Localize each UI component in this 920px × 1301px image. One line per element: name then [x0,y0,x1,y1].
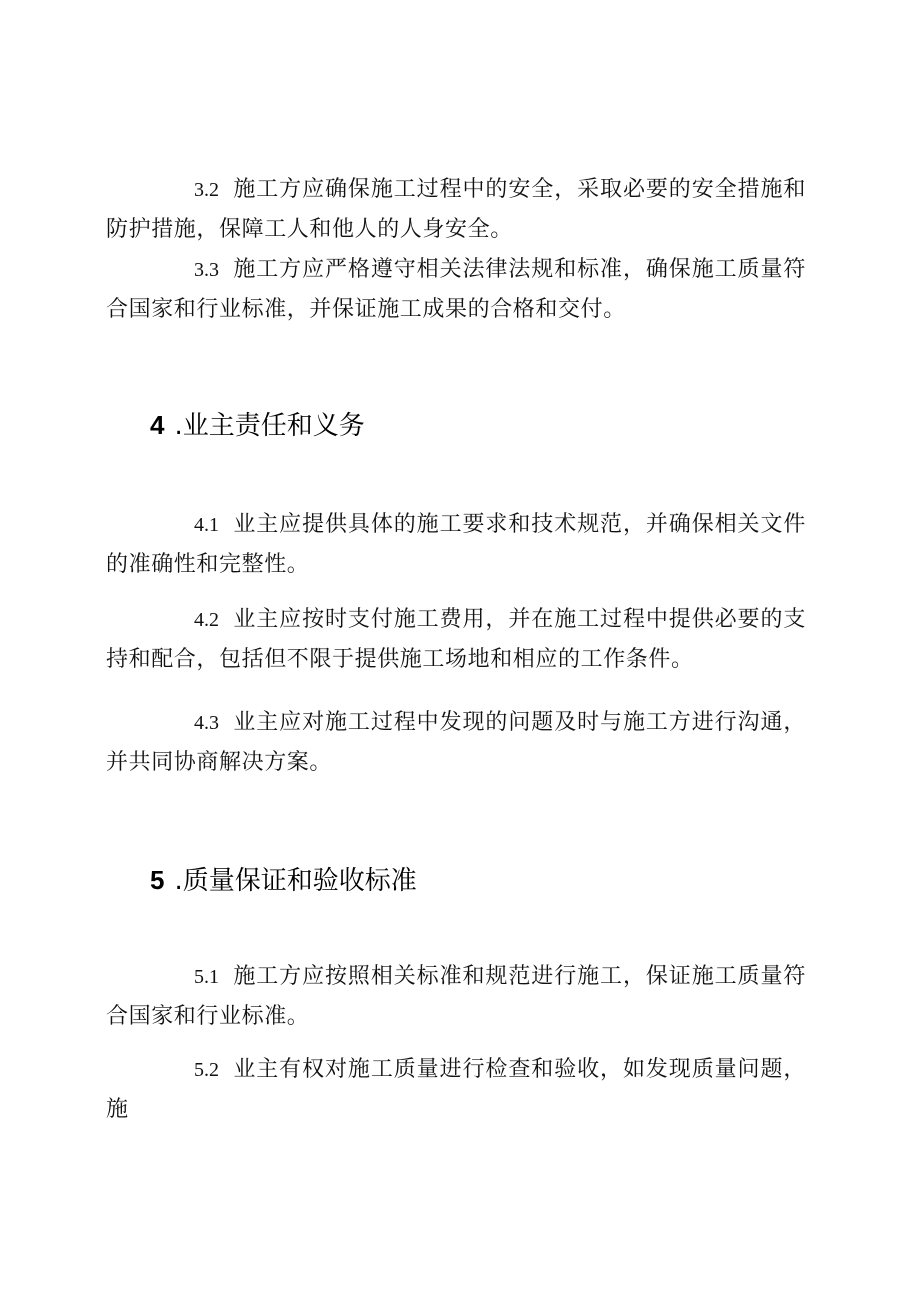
section-number: 5 [150,865,165,895]
clause-number: 5.2 [194,1059,219,1081]
clause-number: 3.3 [194,259,219,281]
clause-text: 施工方应按照相关标准和规范进行施工，保证施工质量符合国家和行业标准。 [106,964,806,1029]
clause-text: 业主应按时支付施工费用，并在施工过程中提供必要的支持和配合，包括但不限于提供施工场地和相应的工作条件。 [106,607,806,672]
section-number: 4 [150,410,165,440]
clause-3-2 [106,170,806,250]
clause-5-1 [106,957,806,1037]
section-heading-5 [150,863,417,898]
clause-number: 4.3 [194,712,219,734]
clause-number: 5.1 [194,966,219,988]
section-title: .业主责任和义务 [174,411,365,441]
clause-number: 3.2 [194,179,219,201]
section-heading-4 [150,408,365,443]
clause-number: 4.2 [194,609,219,631]
clause-text: 施工方应确保施工过程中的安全，采取必要的安全措施和防护措施，保障工人和他人的人身安全。 [106,177,806,242]
clause-text: 业主有权对施工质量进行检查和验收，如发现质量问题，施 [106,1057,806,1122]
clause-4-2 [106,600,806,680]
clause-4-3 [106,703,806,783]
clause-4-1 [106,505,806,585]
clause-5-2 [106,1050,806,1130]
section-title: .质量保证和验收标准 [174,866,417,896]
clause-text: 业主应提供具体的施工要求和技术规范，并确保相关文件的准确性和完整性。 [106,512,806,577]
clause-3-3 [106,250,806,330]
clause-number: 4.1 [194,514,219,536]
clause-text: 业主应对施工过程中发现的问题及时与施工方进行沟通，并共同协商解决方案。 [106,710,806,775]
clause-text: 施工方应严格遵守相关法律法规和标准，确保施工质量符合国家和行业标准，并保证施工成果的合格和交付。 [106,257,806,322]
